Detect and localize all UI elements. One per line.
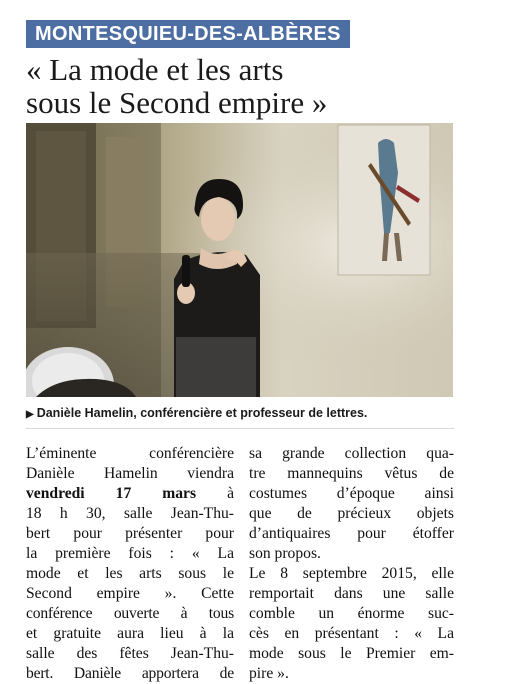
body-line: Danièle Hamelin viendra: [26, 465, 234, 482]
headline: [26, 53, 506, 119]
body-line: salle des fêtes Jean-Thu-: [26, 645, 234, 662]
caption-divider: [26, 428, 454, 429]
headline-line-2: sous le Second empire »: [26, 85, 328, 120]
body-line: remportait dans une salle: [249, 585, 454, 602]
body-line: Second empire ». Cette: [26, 585, 234, 602]
body-line: d’antiquaires pour étoffer: [249, 525, 454, 542]
article-photo: [26, 123, 453, 397]
body-line: conférence ouverte à tous: [26, 605, 234, 622]
body-line: et gratuite aura lieu à la: [26, 625, 234, 642]
body-line: L’éminente conférencière: [26, 445, 234, 462]
body-line: pire ».: [249, 665, 289, 682]
body-line: tre mannequins vêtus de: [249, 465, 454, 482]
body-line: comble un énorme suc-: [249, 605, 454, 622]
article-column-left: [26, 444, 234, 684]
caption-arrow-icon: ▶: [26, 409, 34, 420]
body-line: mode sous le Premier em-: [249, 645, 454, 662]
body-line: mode et les arts sous le: [26, 565, 234, 582]
caption-text: Danièle Hamelin, conférencière et professeur de lettres.: [36, 406, 368, 420]
body-line: son propos.: [249, 545, 321, 562]
headline-line-1: « La mode et les arts: [26, 52, 284, 87]
body-line: la première fois : « La: [26, 545, 234, 562]
body-line: que de précieux objets: [249, 505, 454, 522]
body-line: costumes d’époque ainsi: [249, 485, 454, 502]
body-line: Le 8 septembre 2015, elle: [249, 565, 454, 582]
body-line: 18 h 30, salle Jean-Thu-: [26, 505, 234, 522]
body-line: cès en présentant : « La: [249, 625, 454, 642]
section-kicker: MONTESQUIEU-DES-ALBÈRES: [26, 20, 350, 48]
photo-illustration: [26, 123, 453, 397]
body-line: bert pour présenter pour: [26, 525, 234, 542]
photo-caption: [26, 406, 506, 420]
body-line: vendredi 17 mars à: [26, 485, 234, 502]
body-line: sa grande collection qua-: [249, 445, 454, 462]
article-column-right: [249, 444, 454, 684]
body-line: bert. Danièle apportera de: [26, 665, 234, 682]
event-date: vendredi 17 mars: [26, 485, 197, 502]
